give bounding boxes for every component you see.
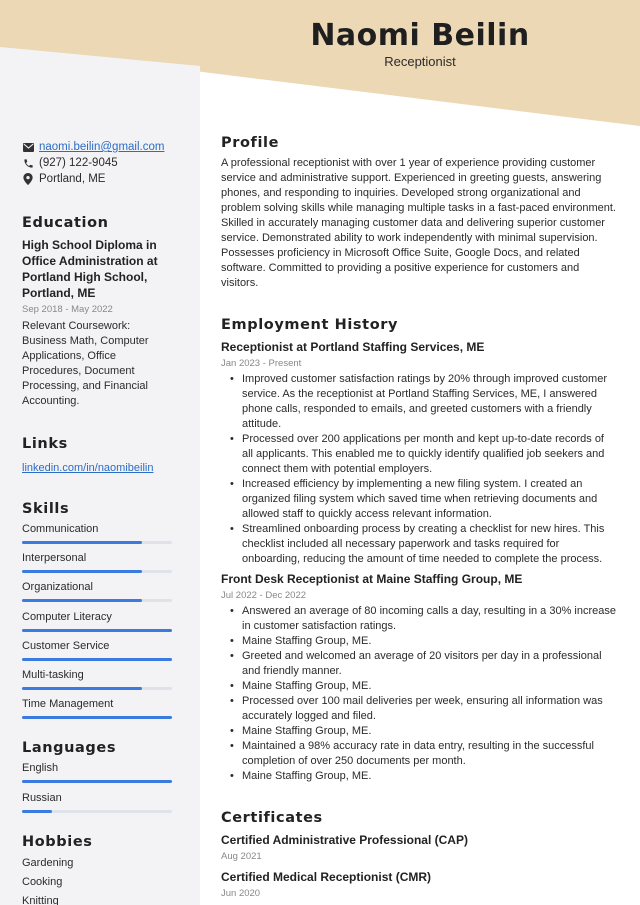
job-bullets xyxy=(228,604,617,784)
job-bullet: • Greeted and welcomed an average of 20 visitors per day in a professional and friendly manner. xyxy=(228,649,617,679)
skill-level-fill xyxy=(22,541,142,544)
candidate-name: Naomi Beilin xyxy=(310,18,530,53)
profile-section xyxy=(221,135,617,291)
location-text: Portland, ME xyxy=(39,173,106,185)
job-title: Receptionist at Portland Staffing Services, ME xyxy=(221,340,485,354)
education-coursework: Relevant Coursework: Business Math, Computer Applications, Office Procedures, Document Processing, and Financial Accounting. xyxy=(22,320,149,407)
email-link[interactable]: naomi.beilin@gmail.com xyxy=(39,141,165,153)
education-section xyxy=(22,215,174,409)
job-bullet: • Improved customer satisfaction ratings by 20% through improved customer service. As the receptionist at Portland Staffing Services, ME, I answered phone calls, responded to emails, and greeted customers with a friendly attitude. xyxy=(228,372,617,432)
skill-item xyxy=(22,668,174,697)
skill-item xyxy=(22,522,174,551)
skill-label: Computer Literacy xyxy=(22,610,112,623)
phone-number: (927) 122-9045 xyxy=(39,157,118,169)
location-pin-icon xyxy=(22,173,34,185)
job-bullet: • Maine Staffing Group, ME. xyxy=(228,679,617,694)
job-bullet: • Streamlined onboarding process by creating a checklist for new hires. This checklist included all necessary paperwork and tasks required for onboarding, reducing the amount of time needed to complete the process. xyxy=(228,522,617,567)
languages-section xyxy=(22,740,174,819)
certificate-title: Certified Administrative Professional (CAP) xyxy=(221,833,468,847)
skill-level-bar xyxy=(22,541,172,544)
certificates-section xyxy=(221,810,617,900)
hobbies-heading: Hobbies xyxy=(22,833,93,850)
language-label: English xyxy=(22,762,59,775)
job-bullet: • Maine Staffing Group, ME. xyxy=(228,634,617,649)
skill-level-fill xyxy=(22,570,142,573)
language-label: Russian xyxy=(22,791,62,804)
language-level-fill xyxy=(22,810,52,813)
profile-heading: Profile xyxy=(221,135,280,151)
candidate-title: Receptionist xyxy=(384,54,456,69)
main-content xyxy=(221,135,617,900)
skill-level-bar xyxy=(22,716,172,719)
job-bullet: • Maine Staffing Group, ME. xyxy=(228,769,617,784)
sidebar xyxy=(22,139,174,905)
hobby-item: Gardening xyxy=(22,856,74,869)
contact-section xyxy=(22,139,174,187)
job-bullet: • Increased efficiency by implementing a new filing system. I created an organized filing system which saved time when retrieving documents and allowed staff to quickly access relevant information. xyxy=(228,477,617,522)
skill-level-fill xyxy=(22,599,142,602)
job-entry xyxy=(221,571,617,784)
contact-email-row xyxy=(22,139,174,155)
language-item xyxy=(22,761,174,790)
job-bullet: • Processed over 200 applications per month and kept up-to-date records of all applicants. This enabled me to quickly identify qualified job seekers and connect them with potential employers. xyxy=(228,432,617,477)
skills-section xyxy=(22,501,174,726)
skill-item xyxy=(22,697,174,726)
resume-header xyxy=(200,17,640,69)
skill-label: Communication xyxy=(22,523,99,535)
skill-item xyxy=(22,610,174,639)
skill-level-bar xyxy=(22,599,172,602)
job-bullet: • Processed over 100 mail deliveries per week, ensuring all information was accurately logged and filed. xyxy=(228,694,617,724)
links-heading: Links xyxy=(22,436,68,452)
job-bullet: • Answered an average of 80 incoming calls a day, resulting in a 30% increase in customer satisfaction ratings. xyxy=(228,604,617,634)
language-level-fill xyxy=(22,780,172,783)
job-bullets xyxy=(228,372,617,567)
job-bullet: • Maine Staffing Group, ME. xyxy=(228,724,617,739)
skill-level-fill xyxy=(22,629,172,632)
job-dates: Jan 2023 - Present xyxy=(221,358,302,369)
phone-icon xyxy=(22,157,34,169)
language-level-bar xyxy=(22,780,172,783)
hobbies-list xyxy=(22,854,174,905)
envelope-icon xyxy=(22,141,34,153)
education-degree: High School Diploma in Office Administration at Portland High School, Portland, ME xyxy=(22,238,158,300)
linkedin-link[interactable]: linkedin.com/in/naomibeilin xyxy=(22,462,154,474)
skill-item xyxy=(22,639,174,668)
certificate-title: Certified Medical Receptionist (CMR) xyxy=(221,870,432,884)
skill-level-fill xyxy=(22,716,172,719)
links-section xyxy=(22,436,174,476)
skill-label: Organizational xyxy=(22,581,93,594)
skill-level-fill xyxy=(22,658,172,661)
skill-item xyxy=(22,551,174,580)
skill-level-fill xyxy=(22,687,142,690)
languages-list xyxy=(22,761,174,819)
skills-heading: Skills xyxy=(22,501,70,517)
certificate-entry xyxy=(221,832,617,863)
contact-phone-row xyxy=(22,155,174,171)
skill-item xyxy=(22,580,174,609)
employment-heading: Employment History xyxy=(221,317,399,333)
certificate-date: Aug 2021 xyxy=(221,851,262,862)
employment-section xyxy=(221,317,617,784)
skill-level-bar xyxy=(22,658,172,661)
certificates-heading: Certificates xyxy=(221,810,323,826)
languages-heading: Languages xyxy=(22,740,117,757)
job-dates: Jul 2022 - Dec 2022 xyxy=(221,590,307,601)
skill-level-bar xyxy=(22,570,172,573)
hobby-item: Knitting xyxy=(22,894,59,905)
certificate-entry xyxy=(221,869,617,900)
skill-level-bar xyxy=(22,629,172,632)
language-level-bar xyxy=(22,810,172,813)
hobbies-section xyxy=(22,834,174,905)
job-bullet: • Maintained a 98% accuracy rate in data entry, resulting in the successful completion of over 250 documents per month. xyxy=(228,739,617,769)
skill-level-bar xyxy=(22,687,172,690)
education-dates: Sep 2018 - May 2022 xyxy=(22,304,113,315)
contact-location-row xyxy=(22,171,174,187)
education-heading: Education xyxy=(22,215,109,231)
certificate-date: Jun 2020 xyxy=(221,888,261,899)
skill-label: Interpersonal xyxy=(22,552,87,565)
profile-text: A professional receptionist with over 1 year of experience providing customer service and administrative support. Experienced in greeting guests, answering phones, and responding to inquiries. Developed strong organizational and problem solving skills while managing multiple tasks in a fast-paced environment. Skilled in accurately managing customer data and delivering superior customer service. Demonstrated ability to work independently with minimal supervision. Possesses proficiency in Microsoft Office Suite, Google Docs, and related software. Committed to providing a positive experience for customers and visitors. xyxy=(221,157,616,289)
job-title: Front Desk Receptionist at Maine Staffing Group, ME xyxy=(221,572,523,586)
language-item xyxy=(22,791,174,820)
skill-label: Time Management xyxy=(22,698,114,711)
hobby-item: Cooking xyxy=(22,875,63,888)
skill-label: Multi-tasking xyxy=(22,668,84,681)
skill-label: Customer Service xyxy=(22,639,110,652)
skills-list xyxy=(22,522,174,726)
job-entry xyxy=(221,339,617,567)
